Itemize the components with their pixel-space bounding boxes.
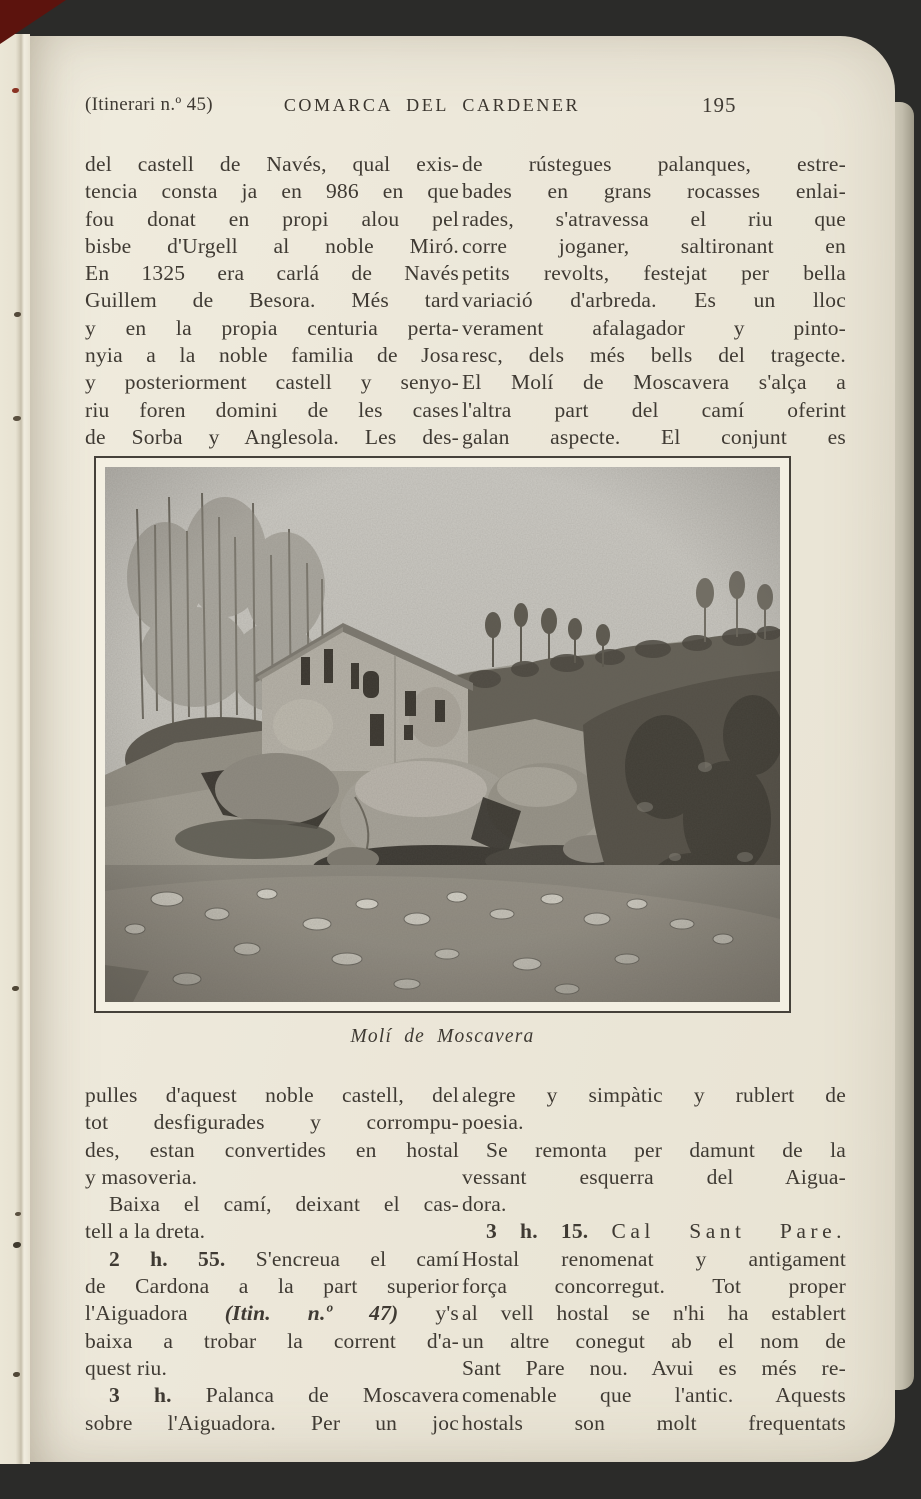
- figure-photo: [94, 456, 791, 1013]
- text-segment: Palanca de Moscavera: [171, 1383, 459, 1408]
- text-line: [462, 1191, 846, 1218]
- book-cover-corner: [0, 0, 66, 44]
- text-line: [462, 1300, 846, 1327]
- text-line: [85, 1164, 459, 1191]
- text-line: [85, 1109, 459, 1136]
- text-line: [462, 1355, 846, 1382]
- text-segment: força concorregut. Tot proper: [462, 1274, 846, 1299]
- text-line: [85, 1300, 459, 1327]
- text-segment: En 1325 era carlá de Navés: [85, 261, 459, 286]
- text-line: [85, 206, 459, 233]
- text-column-top-left: [85, 151, 459, 451]
- gutter-mark: [13, 1372, 20, 1377]
- text-segment: des, estan convertides en hostal: [85, 1137, 459, 1162]
- text-line: [462, 1246, 846, 1273]
- text-line: [462, 1109, 846, 1136]
- text-column-bottom-right: [462, 1082, 846, 1437]
- text-line: [85, 1355, 459, 1382]
- text-line: [85, 424, 459, 451]
- text-segment: l'altra part del camí oferint: [462, 397, 846, 422]
- text-line: [85, 1328, 459, 1355]
- text-line: [85, 315, 459, 342]
- text-segment: Sant Pare nou. Avui es més re-: [462, 1355, 846, 1380]
- text-line: [462, 424, 846, 451]
- text-line: [462, 1164, 846, 1191]
- text-line: [462, 1137, 846, 1164]
- text-segment: variació d'arbreda. Es un lloc: [462, 288, 846, 313]
- text-line: [462, 1328, 846, 1355]
- text-segment: del castell de Navés, qual exis-: [85, 152, 459, 176]
- text-line: [462, 1218, 846, 1245]
- text-line: [462, 315, 846, 342]
- text-segment: tell a la dreta.: [85, 1219, 206, 1244]
- text-segment: quest riu.: [85, 1355, 168, 1380]
- photo-vignette: [105, 467, 780, 1002]
- text-line: [85, 1191, 459, 1218]
- book-gutter-strip: [0, 34, 30, 1464]
- text-segment: fou donat en propi alou pel: [85, 206, 459, 231]
- gutter-mark: [12, 88, 19, 93]
- text-line: [85, 287, 459, 314]
- text-column-bottom-left: [85, 1082, 459, 1437]
- gutter-mark: [13, 416, 21, 421]
- text-line: [85, 260, 459, 287]
- text-line: [85, 1137, 459, 1164]
- text-segment: Cal Sant Pare.: [611, 1219, 846, 1244]
- text-line: [462, 342, 846, 369]
- gutter-mark: [13, 1242, 21, 1248]
- text-segment: l'Aiguadora: [85, 1301, 225, 1326]
- text-segment: verament afalagador y pinto-: [462, 315, 846, 340]
- text-segment: 3 h. 15.: [486, 1219, 589, 1244]
- text-segment: de rústegues palanques, estre-: [462, 152, 846, 176]
- text-segment: y en la propia centuria perta-: [85, 315, 459, 340]
- book-page: [30, 36, 895, 1462]
- text-segment: al vell hostal se n'hi ha establert: [462, 1301, 846, 1326]
- text-line: [462, 1082, 846, 1109]
- text-segment: sobre l'Aiguadora. Per un joc: [85, 1410, 459, 1435]
- text-segment: tot desfigurades y corrompu-: [85, 1110, 459, 1135]
- text-line: [85, 342, 459, 369]
- text-segment: de Sorba y Anglesola. Les des-: [85, 424, 459, 449]
- text-line: [85, 1382, 459, 1409]
- text-segment: (Itin. n.º 47): [224, 1301, 399, 1326]
- text-line: [462, 1273, 846, 1300]
- text-segment: 3 h.: [109, 1383, 172, 1408]
- page-title: COMARCA DEL CARDENER: [283, 95, 581, 115]
- text-segment: galan aspecte. El conjunt es: [462, 424, 846, 449]
- text-segment: alegre y simpàtic y rublert de: [462, 1083, 846, 1107]
- text-line: [85, 1218, 459, 1245]
- header-itinerary-number: (Itinerari n.º 45): [85, 94, 213, 115]
- text-segment: pulles d'aquest noble castell, del: [85, 1083, 459, 1107]
- text-line: [462, 369, 846, 396]
- text-segment: 2 h. 55.: [109, 1246, 226, 1271]
- text-segment: bades en grans rocasses enlai-: [462, 179, 846, 204]
- text-line: [85, 1273, 459, 1300]
- text-segment: resc, dels més bells del tragecte.: [462, 343, 846, 368]
- text-segment: [588, 1219, 611, 1243]
- text-segment: Baixa el camí, deixant el cas-: [109, 1192, 459, 1217]
- text-line: [462, 151, 846, 178]
- text-segment: El Molí de Moscavera s'alça a: [462, 370, 846, 395]
- gutter-mark: [12, 986, 19, 991]
- text-line: [85, 233, 459, 260]
- text-segment: riu foren domini de les cases: [85, 397, 459, 422]
- page-number: 195: [702, 93, 737, 117]
- text-line: [462, 287, 846, 314]
- text-line: [85, 1246, 459, 1273]
- figure-caption: Molí de Moscavera: [350, 1026, 535, 1047]
- text-segment: bisbe d'Urgell al noble Miró.: [85, 233, 459, 258]
- text-column-top-right: [462, 151, 846, 451]
- gutter-mark: [14, 312, 21, 317]
- text-segment: petits revolts, festejat per bella: [462, 261, 846, 286]
- text-segment: Guillem de Besora. Més tard: [85, 288, 459, 313]
- text-segment: nyia a la noble familia de Josa: [85, 343, 459, 368]
- text-segment: un altre conegut ab el nom de: [462, 1328, 846, 1353]
- text-segment: y masoveria.: [85, 1164, 198, 1189]
- text-line: [462, 397, 846, 424]
- text-segment: vessant esquerra del Aigua-: [462, 1164, 846, 1189]
- text-segment: corre joganer, saltironant en: [462, 233, 846, 258]
- text-line: [462, 206, 846, 233]
- text-line: [462, 178, 846, 205]
- text-line: [85, 178, 459, 205]
- text-segment: poesia.: [462, 1110, 524, 1135]
- text-segment: hostals son molt frequentats: [462, 1410, 846, 1435]
- text-line: [462, 1410, 846, 1437]
- text-line: [85, 369, 459, 396]
- text-line: [85, 1410, 459, 1437]
- text-segment: y's: [398, 1301, 460, 1326]
- text-line: [462, 1382, 846, 1409]
- text-segment: Se remonta per damunt de la: [486, 1137, 846, 1162]
- text-segment: dora.: [462, 1192, 507, 1217]
- text-segment: baixa a trobar la corrent d'a-: [85, 1328, 459, 1353]
- text-segment: comenable que l'antic. Aquests: [462, 1383, 846, 1408]
- text-line: [85, 397, 459, 424]
- text-segment: S'encreua el camí: [225, 1246, 460, 1271]
- text-segment: Hostal renomenat y antigament: [462, 1246, 846, 1271]
- text-segment: de Cardona a la part superior: [85, 1274, 459, 1299]
- text-segment: rades, s'atravessa el riu que: [462, 206, 846, 231]
- text-line: [85, 151, 459, 178]
- text-line: [462, 233, 846, 260]
- text-segment: y posteriorment castell y senyo-: [85, 370, 459, 395]
- text-line: [85, 1082, 459, 1109]
- text-line: [462, 260, 846, 287]
- text-segment: tencia consta ja en 986 en que: [85, 179, 459, 204]
- gutter-mark: [15, 1212, 21, 1216]
- photo-illustration: [105, 467, 780, 1002]
